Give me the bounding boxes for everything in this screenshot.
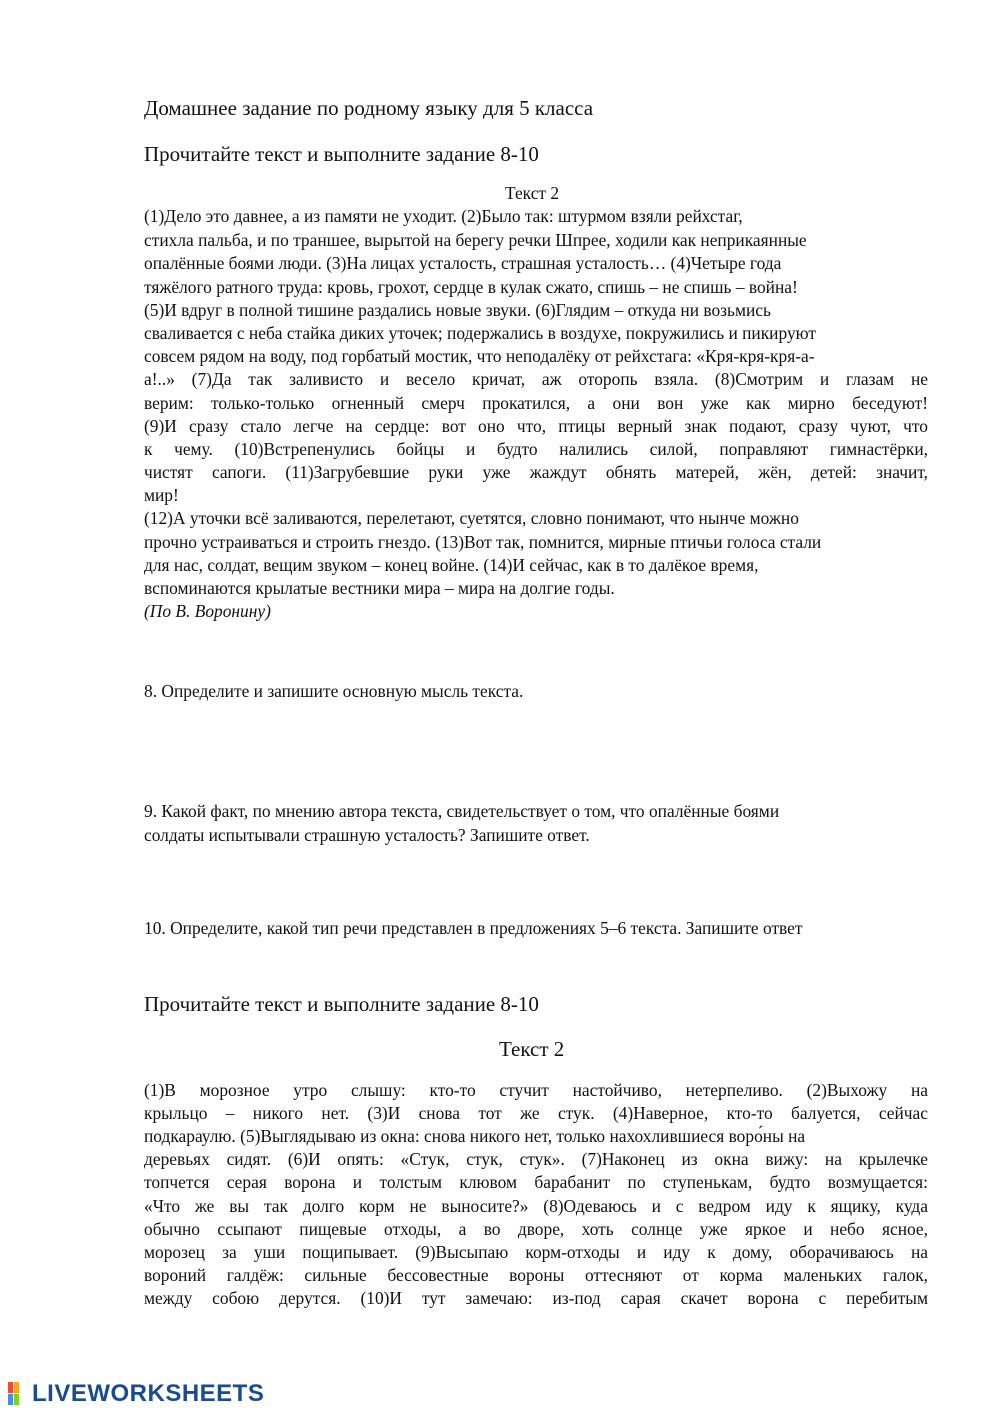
text-line: (1)В морозное утро слышу: кто-то стучит настойчиво, нетерпеливо. (2)Выхожу на (144, 1080, 928, 1100)
liveworksheets-logo[interactable] (8, 1379, 264, 1409)
text-line: вспоминаются крылатые вестники мира – мира на долгие годы. (144, 578, 615, 598)
text-line: для нас, солдат, вещим звуком – конец войне. (14)И сейчас, как в то далёкое время, (144, 555, 759, 575)
text-line: (9)И сразу стало легче на сердце: вот оно что, птицы верный знак подают, сразу чуют, что (144, 416, 928, 436)
text-line: к чему. (10)Встрепенулись бойцы и будто налились силой, поправляют гимнастёрки, (144, 439, 928, 459)
instruction-heading-2: Прочитайте текст и выполните задание 8-10 (144, 992, 539, 1016)
text-line: сваливается с неба стайка диких уточек; подержались в воздухе, покружились и пикируют (144, 323, 817, 343)
text-line: крыльцо – никого нет. (3)И снова тот же стук. (4)Наверное, кто-то балуется, сейчас (144, 1103, 928, 1123)
text-line: мир! (144, 485, 179, 505)
text-line: вороний галдёж: сильные бессовестные вороны оттесняют от корма маленьких галок, (144, 1265, 928, 1285)
text-line: опалённые боями люди. (3)На лицах усталость, страшная усталость… (4)Четыре года (144, 253, 782, 273)
text-line: прочно устраиваться и строить гнездо. (13)Вот так, помнится, мирные птичьи голоса стали (144, 532, 822, 552)
instruction-heading: Прочитайте текст и выполните задание 8-10 (144, 142, 539, 166)
page-title: Домашнее задание по родному языку для 5 класса (144, 96, 594, 120)
text-line: тяжёлого ратного труда: кровь, грохот, сердце в кулак сжато, спишь – не спишь – война! (144, 277, 798, 297)
question-8: 8. Определите и запишите основную мысль текста. (144, 681, 524, 701)
text-line: морозец за уши пощипывает. (9)Высыпаю корм-отходы и иду к дому, оборачиваюсь на (144, 1242, 928, 1262)
text-line: (1)Дело это давнее, а из памяти не уходит. (2)Было так: штурмом взяли рейхстаг, (144, 206, 743, 226)
text-line: стихла пальба, и по траншее, вырытой на берегу речки Шпрее, ходили как неприкаянные (144, 230, 807, 250)
text-source: (По В. Воронину) (144, 601, 271, 621)
text2-title: Текст 2 (499, 1037, 565, 1061)
text-line: между собою дерутся. (10)И тут замечаю: из-под сарая скачет ворона с перебитым (144, 1288, 928, 1308)
liveworksheets-logo-text: LIVEWORKSHEETS (32, 1380, 265, 1407)
text-line: а!..» (7)Да так заливисто и весело кричат, аж оторопь взяла. (8)Смотрим и глазам не (144, 369, 928, 389)
text-line: обычно ссыпают пищевые отходы, а во дворе, хоть солнце уже яркое и небо ясное, (144, 1219, 928, 1239)
question-10: 10. Определите, какой тип речи представлен в предложениях 5–6 текста. Запишите ответ (144, 918, 803, 938)
text-line: (5)И вдруг в полной тишине раздались новые звуки. (6)Глядим – откуда ни возьмись (144, 300, 771, 320)
question-9-line1: 9. Какой факт, по мнению автора текста, свидетельствует о том, что опалённые боями (144, 801, 780, 821)
text-line: деревьях сидят. (6)И опять: «Стук, стук, стук». (7)Наконец из окна вижу: на крылечке (144, 1149, 928, 1169)
question-9-line2: солдаты испытывали страшную усталость? Запишите ответ. (144, 825, 590, 845)
text-line: совсем рядом на воду, под горбатый мостик, что неподалёку от рейхстага: «Кря-кря-кря-а- (144, 346, 815, 366)
text-line: верим: только-только огненный смерч прокатился, а они вон уже как мирно беседуют! (144, 393, 928, 413)
liveworksheets-logo-icon (8, 1382, 30, 1406)
text-line: «Что же вы так долго корм не выносите?» (8)Одеваюсь и с ведром иду к ящику, куда (144, 1196, 928, 1216)
text1-title: Текст 2 (505, 183, 560, 203)
text-line: (12)А уточки всё заливаются, перелетают, суетятся, словно понимают, что нынче можно (144, 508, 799, 528)
text-line: подкараулю. (5)Выглядываю из окна: снова никого нет, только нахохлившиеся воро́ны на (144, 1126, 806, 1146)
text-line: топчется серая ворона и толстым клювом барабанит по ступенькам, будто возмущается: (144, 1172, 928, 1192)
text-line: чистят сапоги. (11)Загрубевшие руки уже жаждут обнять матерей, жён, детей: значит, (144, 462, 928, 482)
